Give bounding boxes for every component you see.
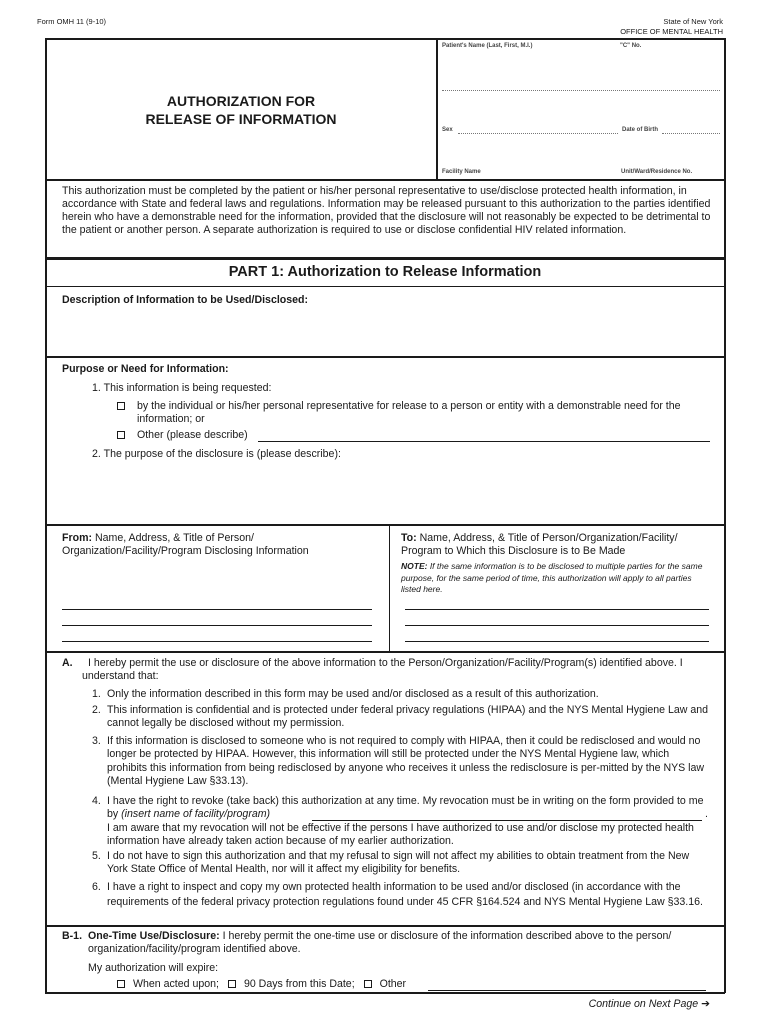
unit-label: Unit/Ward/Residence No.: [621, 169, 693, 175]
divider: [45, 257, 725, 260]
purpose-describe-field[interactable]: [110, 464, 710, 522]
frame-top: [45, 38, 725, 40]
to-label: To: Name, Address, & Title of Person/Organization/Facility/ Program to Which this Disclosure is to Be Made: [401, 532, 678, 557]
intro-paragraph: This authorization must be completed by the patient or his/her personal representative to use/disclose protected health information, in accordance with State and federal laws and regulations. Information may be released pursuant to this authorization to the parties identified herein who have a demonstrable need for the information, provided that the disclosure will not reasonably be expected to be detrimental to the patient or another person. A separate authorization is required to use or disclose confidential HIV related information.: [62, 185, 711, 236]
frame-bottom: [45, 992, 725, 994]
option-individual: by the individual or his/her personal representative for release to a person or entity with a demonstrable need for the information; or: [117, 400, 712, 426]
from-line-2[interactable]: [62, 625, 372, 626]
patient-name-label: Patient's Name (Last, First, M.I.): [442, 43, 533, 49]
facility-program-line[interactable]: [312, 820, 702, 821]
to-line-2[interactable]: [405, 625, 709, 626]
section-a-label: A.: [62, 657, 73, 669]
description-label: Description of Information to be Used/Disclosed:: [62, 294, 309, 306]
list-item: 4. I have the right to revoke (take back) this authorization at any time. My revocation must be in writing on the form provided to me by (insert name of facility/program) I am aware that my revocation will not be effective if the persons I have authorized to use and/or disclose my protected health information have already taken action because of my earlier authorization.: [92, 795, 704, 847]
continue-next-page: Continue on Next Page ➔: [588, 998, 710, 1010]
option-other: Other (please describe): [117, 429, 248, 442]
purpose-label: Purpose or Need for Information:: [62, 363, 229, 375]
dob-field[interactable]: [662, 133, 720, 134]
divider: [45, 286, 725, 287]
from-to-divider: [389, 524, 390, 652]
checkbox-90-days[interactable]: [228, 980, 236, 988]
facility-label: Facility Name: [442, 169, 481, 175]
frame-left: [45, 38, 47, 993]
list-item: 6. I have a right to inspect and copy my own protected health information to be used and/or disclosed (in accordance with the requirements of the federal privacy protection regulations found under 45 CFR §164.524 and NYS Mental Hygiene Law §33.16.: [92, 881, 703, 908]
dob-label: Date of Birth: [622, 127, 658, 133]
expire-label: My authorization will expire:: [88, 962, 219, 974]
other-expiry-line[interactable]: [428, 990, 706, 991]
part1-heading: PART 1: Authorization to Release Information: [228, 264, 542, 280]
title-divider: [436, 38, 438, 181]
form-number: Form OMH 11 (9-10): [37, 17, 107, 26]
sex-field[interactable]: [458, 133, 618, 134]
expire-options: When acted upon; 90 Days from this Date; Other: [117, 978, 406, 991]
divider: [45, 524, 725, 526]
purpose-item-2: 2. The purpose of the disclosure is (please describe):: [92, 448, 341, 460]
list-item: 3. If this information is disclosed to someone who is not required to comply with HIPAA, then it could be redisclosed and would no longer be protected by HIPAA. However, this information will still be protected under the NYS Mental Hygiene law, which prohibits this information from being redisclosed by anyone who receives it unless the redisclosure is per-mitted by the NYS law (Mental Hygiene Law §33.13).: [92, 735, 705, 787]
to-line-3[interactable]: [405, 641, 709, 642]
multiple-parties-note: NOTE: If the same information is to be disclosed to multiple parties for the same purpose, for the same period of time, this authorization will apply to all parties listed here.: [401, 561, 703, 594]
state-label: State of New York: [663, 17, 723, 26]
checkbox-individual[interactable]: [117, 402, 125, 410]
divider: [45, 356, 725, 358]
c-number-label: "C" No.: [620, 43, 642, 49]
frame-right: [724, 38, 726, 993]
checkbox-other-expiry[interactable]: [364, 980, 372, 988]
divider: [45, 651, 725, 653]
section-b1-label: B-1.: [62, 930, 83, 942]
other-describe-line[interactable]: [258, 441, 710, 442]
list-item: 5. I do not have to sign this authorization and that my refusal to sign will not affect my abilities to obtain treatment from the New York State Office of Mental Health, nor will it affect my eligibility for benefits.: [92, 850, 690, 875]
patient-name-line[interactable]: [442, 90, 720, 91]
section-b1-text: One-Time Use/Disclosure: I hereby permit the one-time use or disclosure of the information described above to the person/ organization/facility/program identified above.: [88, 930, 672, 955]
section-a-intro: I hereby permit the use or disclosure of the above information to the Person/Organization/Facility/Program(s) identified above. I understand that:: [82, 657, 683, 682]
checkbox-when-acted-upon[interactable]: [117, 980, 125, 988]
list-item: 1. Only the information described in this form may be used and/or disclosed as a result of this authorization.: [92, 688, 599, 700]
divider: [45, 925, 725, 927]
checkbox-other[interactable]: [117, 431, 125, 439]
list-item: 2. This information is confidential and is protected under federal privacy regulations (HIPAA) and the NYS Mental Hygiene Law and cannot legally be disclosed without my permission.: [92, 704, 709, 729]
purpose-item-1: 1. This information is being requested:: [92, 382, 272, 394]
from-line-3[interactable]: [62, 641, 372, 642]
office-label: OFFICE OF MENTAL HEALTH: [620, 27, 723, 36]
period: .: [705, 808, 708, 820]
from-label: From: Name, Address, & Title of Person/ Organization/Facility/Program Disclosing Information: [62, 532, 309, 557]
to-line-1[interactable]: [405, 609, 709, 610]
page-title: AUTHORIZATION FOR RELEASE OF INFORMATION: [145, 93, 337, 127]
sex-label: Sex: [442, 127, 453, 133]
divider: [45, 179, 725, 181]
description-field[interactable]: [62, 308, 712, 354]
from-line-1[interactable]: [62, 609, 372, 610]
